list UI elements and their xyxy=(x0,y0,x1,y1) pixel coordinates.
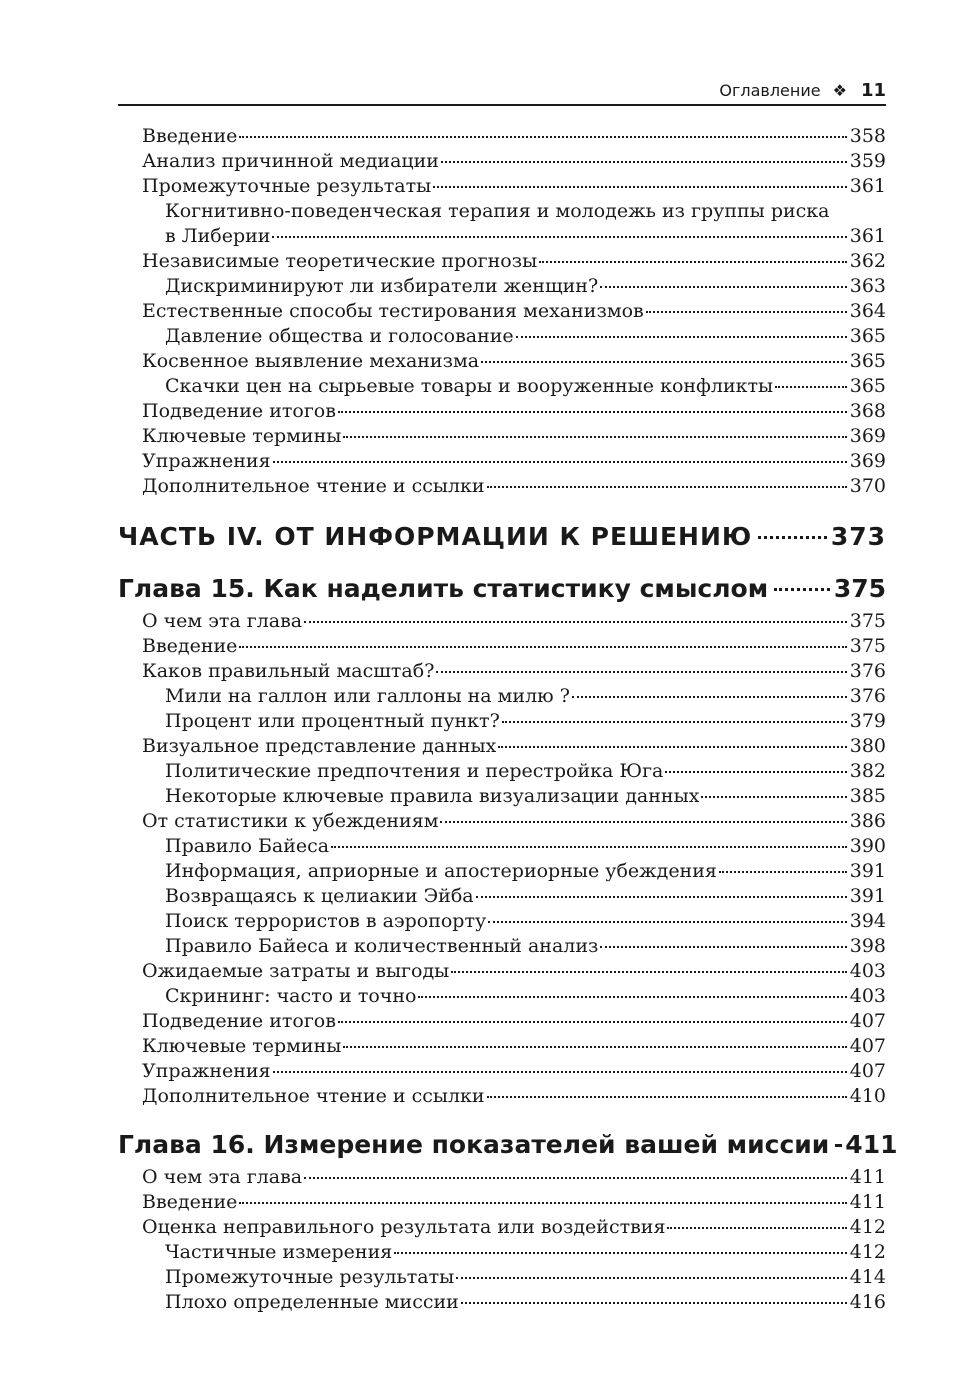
toc-entry-label: Введение xyxy=(142,635,238,657)
toc-entry-page: 379 xyxy=(849,710,886,732)
toc-entry-label: Подведение итогов xyxy=(142,1010,336,1032)
dot-leader xyxy=(539,261,847,263)
toc-entry[interactable] xyxy=(118,149,886,174)
toc-entry[interactable] xyxy=(118,449,886,474)
toc-entry[interactable] xyxy=(118,859,886,884)
toc-block-chapter15 xyxy=(118,609,886,1109)
toc-entry-label: Поиск террористов в аэропорту xyxy=(165,910,487,932)
toc-entry[interactable] xyxy=(118,1190,886,1215)
dot-leader xyxy=(774,588,830,591)
dot-leader xyxy=(665,771,846,773)
toc-entry-label: Визуальное представление данных xyxy=(142,735,497,757)
dot-leader xyxy=(441,161,847,163)
toc-entry-label: Политические предпочтения и перестройка Юга xyxy=(165,760,664,782)
toc-entry-page: 370 xyxy=(849,475,886,497)
toc-entry[interactable] xyxy=(118,734,886,759)
toc-entry-label: Ключевые термины xyxy=(142,425,342,447)
toc-entry-label: Упражнения xyxy=(142,1060,271,1082)
toc-entry-label: О чем эта глава xyxy=(142,610,303,632)
toc-entry[interactable] xyxy=(118,909,886,934)
chapter-page: 411 xyxy=(845,1130,898,1159)
toc-entry-label: Анализ причинной медиации xyxy=(142,150,439,172)
dot-leader xyxy=(835,1144,841,1147)
part-title: ЧАСТЬ IV. ОТ ИНФОРМАЦИИ К РЕШЕНИЮ xyxy=(118,522,753,551)
toc-entry-label: Плохо определенные миссии xyxy=(165,1291,459,1313)
toc-entry[interactable] xyxy=(118,684,886,709)
toc-entry-page: 368 xyxy=(849,400,886,422)
dot-leader xyxy=(273,461,847,463)
toc-entry[interactable] xyxy=(118,1290,886,1315)
dot-leader xyxy=(516,336,847,338)
toc-entry[interactable] xyxy=(118,634,886,659)
dot-leader xyxy=(451,971,846,973)
toc-entry[interactable] xyxy=(118,759,886,784)
dot-leader xyxy=(600,286,847,288)
ornament-icon: ❖ xyxy=(832,80,847,100)
toc-entry-label: Упражнения xyxy=(142,450,271,472)
toc-entry-page: 375 xyxy=(849,610,886,632)
toc-entry-label: Введение xyxy=(142,125,238,147)
toc-entry[interactable] xyxy=(118,709,886,734)
dot-leader xyxy=(239,646,846,648)
toc-entry-page: 369 xyxy=(849,450,886,472)
dot-leader xyxy=(758,536,827,539)
toc-entry-page: 363 xyxy=(849,275,886,297)
toc-entry-label: Возвращаясь к целиакии Эйба xyxy=(165,885,474,907)
toc-entry-page: 407 xyxy=(849,1035,886,1057)
dot-leader xyxy=(338,411,847,413)
toc-entry[interactable] xyxy=(118,934,886,959)
toc-entry[interactable] xyxy=(118,1084,886,1109)
dot-leader xyxy=(304,1177,847,1179)
dot-leader xyxy=(775,386,847,388)
dot-leader xyxy=(304,621,847,623)
toc-entry-label: Скрининг: часто и точно xyxy=(165,985,417,1007)
toc-entry-label: Оценка неправильного результата или воздействия xyxy=(142,1216,666,1238)
dot-leader xyxy=(343,436,846,438)
dot-leader xyxy=(667,1227,846,1229)
toc-entry-label: Давление общества и голосование xyxy=(165,325,514,347)
toc-entry[interactable] xyxy=(118,659,886,684)
toc-entry-label: Ожидаемые затраты и выгоды xyxy=(142,960,450,982)
toc-entry-label: Процент или процентный пункт? xyxy=(165,710,500,732)
dot-leader xyxy=(502,721,847,723)
toc-entry[interactable] xyxy=(118,424,886,449)
toc-entry[interactable] xyxy=(118,834,886,859)
toc-page xyxy=(118,76,898,1315)
toc-entry-page: 407 xyxy=(849,1060,886,1082)
toc-entry-label: Дополнительное чтение и ссылки xyxy=(142,1085,485,1107)
toc-entry[interactable] xyxy=(118,374,886,399)
toc-entry-page: 410 xyxy=(849,1085,886,1107)
toc-entry-label: Естественные способы тестирования механизмов xyxy=(142,300,644,322)
dot-leader xyxy=(272,236,846,238)
toc-block-chapter14-part1 xyxy=(118,124,886,199)
dot-leader xyxy=(498,746,846,748)
toc-entry-page: 403 xyxy=(849,985,886,1007)
dot-leader xyxy=(456,1277,846,1279)
toc-entry[interactable] xyxy=(118,399,886,424)
toc-block-chapter14-part2 xyxy=(118,249,886,499)
dot-leader xyxy=(719,871,847,873)
toc-entry-label: Подведение итогов xyxy=(142,400,336,422)
toc-entry[interactable] xyxy=(118,1009,886,1034)
toc-entry-page: 361 xyxy=(849,175,886,197)
toc-chapter-heading-15[interactable] xyxy=(118,573,886,605)
chapter-title: Глава 16. Измерение показателей вашей миссии xyxy=(118,1130,830,1159)
toc-entry[interactable] xyxy=(118,1265,886,1290)
toc-entry-page: 365 xyxy=(849,325,886,347)
toc-entry[interactable] xyxy=(118,249,886,274)
toc-entry-page: 376 xyxy=(849,660,886,682)
dot-leader xyxy=(701,796,846,798)
toc-entry[interactable] xyxy=(118,1059,886,1084)
running-head xyxy=(118,76,886,106)
toc-entry-label: Ключевые термины xyxy=(142,1035,342,1057)
dot-leader xyxy=(436,671,846,673)
dot-leader xyxy=(572,696,847,698)
toc-entry-page: 412 xyxy=(849,1216,886,1238)
toc-entry-page: 412 xyxy=(849,1241,886,1263)
toc-entry[interactable] xyxy=(118,609,886,634)
toc-entry-label: Косвенное выявление механизма xyxy=(142,350,480,372)
toc-entry-page: 407 xyxy=(849,1010,886,1032)
toc-entry[interactable] xyxy=(118,124,886,149)
toc-entry-page: 385 xyxy=(849,785,886,807)
table-of-contents xyxy=(118,124,898,1315)
toc-entry-page: 362 xyxy=(849,250,886,272)
part-page: 373 xyxy=(830,522,886,551)
dot-leader xyxy=(338,1021,847,1023)
dot-leader xyxy=(343,1046,846,1048)
toc-entry-page: 403 xyxy=(849,960,886,982)
toc-entry-page: 391 xyxy=(849,860,886,882)
toc-part-heading[interactable] xyxy=(118,521,886,553)
toc-entry-page: 416 xyxy=(849,1291,886,1313)
toc-entry-page: 364 xyxy=(849,300,886,322)
toc-entry-label: Информация, априорные и апостериорные убеждения xyxy=(165,860,717,882)
toc-entry-page: 376 xyxy=(849,685,886,707)
toc-entry-page: 398 xyxy=(849,935,886,957)
toc-entry-label: От статистики к убеждениям xyxy=(142,810,439,832)
toc-entry-label: Введение xyxy=(142,1191,238,1213)
dot-leader xyxy=(239,1202,846,1204)
toc-entry-page: 361 xyxy=(849,225,886,247)
page-number: 11 xyxy=(860,79,886,101)
toc-entry[interactable] xyxy=(118,199,886,249)
dot-leader xyxy=(461,1302,847,1304)
toc-entry-page: 411 xyxy=(849,1166,886,1188)
dot-leader xyxy=(239,136,846,138)
toc-entry-label: Скачки цен на сырьевые товары и вооруженные конфликты xyxy=(165,375,774,397)
toc-entry-page: 414 xyxy=(849,1266,886,1288)
toc-entry-label-line2: в Либерии xyxy=(165,225,271,247)
toc-entry[interactable] xyxy=(118,474,886,499)
chapter-title: Глава 15. Как наделить статистику смыслом xyxy=(118,574,769,603)
toc-entry-page: 369 xyxy=(849,425,886,447)
toc-entry-label: Дополнительное чтение и ссылки xyxy=(142,475,485,497)
toc-entry-label: Промежуточные результаты xyxy=(142,175,432,197)
toc-entry-page: 386 xyxy=(849,810,886,832)
toc-entry[interactable] xyxy=(118,784,886,809)
toc-entry[interactable] xyxy=(118,324,886,349)
dot-leader xyxy=(481,361,847,363)
dot-leader xyxy=(646,311,847,313)
toc-entry[interactable] xyxy=(118,809,886,834)
toc-entry-page: 390 xyxy=(849,835,886,857)
dot-leader xyxy=(394,1252,847,1254)
toc-block-chapter16 xyxy=(118,1165,886,1315)
toc-entry-page: 375 xyxy=(849,635,886,657)
dot-leader xyxy=(440,821,846,823)
toc-entry-label: Правило Байеса xyxy=(165,835,330,857)
running-head-title: Оглавление xyxy=(719,80,821,100)
toc-entry[interactable] xyxy=(118,884,886,909)
toc-entry[interactable] xyxy=(118,1240,886,1265)
dot-leader xyxy=(331,846,847,848)
dot-leader xyxy=(273,1071,847,1073)
toc-entry-label: Независимые теоретические прогнозы xyxy=(142,250,538,272)
toc-entry-label: Некоторые ключевые правила визуализации данных xyxy=(165,785,700,807)
toc-entry-page: 380 xyxy=(849,735,886,757)
toc-entry-label: Каков правильный масштаб? xyxy=(142,660,435,682)
toc-entry-label-line1: Когнитивно-поведенческая терапия и молодежь из группы риска xyxy=(165,200,830,222)
dot-leader xyxy=(418,996,846,998)
toc-entry-label: Правило Байеса и количественный анализ xyxy=(165,935,599,957)
toc-entry[interactable] xyxy=(118,984,886,1009)
dot-leader xyxy=(487,1096,847,1098)
toc-entry-label: О чем эта глава xyxy=(142,1166,303,1188)
dot-leader xyxy=(487,486,847,488)
toc-entry-page: 382 xyxy=(849,760,886,782)
toc-entry[interactable] xyxy=(118,959,886,984)
toc-entry-page: 365 xyxy=(849,350,886,372)
toc-entry-page: 365 xyxy=(849,375,886,397)
toc-entry-page: 359 xyxy=(849,150,886,172)
toc-entry[interactable] xyxy=(118,1165,886,1190)
toc-entry-page: 411 xyxy=(849,1191,886,1213)
toc-entry[interactable] xyxy=(118,1215,886,1240)
toc-entry-page: 391 xyxy=(849,885,886,907)
dot-leader xyxy=(600,946,846,948)
toc-entry-page: 394 xyxy=(849,910,886,932)
toc-entry-label: Мили на галлон или галлоны на милю ? xyxy=(165,685,570,707)
toc-entry-page: 358 xyxy=(849,125,886,147)
toc-entry[interactable] xyxy=(118,349,886,374)
dot-leader xyxy=(488,921,847,923)
toc-entry[interactable] xyxy=(118,1034,886,1059)
toc-chapter-heading-16[interactable] xyxy=(118,1129,898,1161)
dot-leader xyxy=(476,896,847,898)
toc-entry[interactable] xyxy=(118,299,886,324)
chapter-page: 375 xyxy=(833,574,886,603)
dot-leader xyxy=(433,186,846,188)
toc-entry-label: Дискриминируют ли избиратели женщин? xyxy=(165,275,599,297)
toc-entry[interactable] xyxy=(118,274,886,299)
toc-entry-label: Промежуточные результаты xyxy=(165,1266,455,1288)
toc-entry[interactable] xyxy=(118,174,886,199)
toc-entry-label: Частичные измерения xyxy=(165,1241,393,1263)
